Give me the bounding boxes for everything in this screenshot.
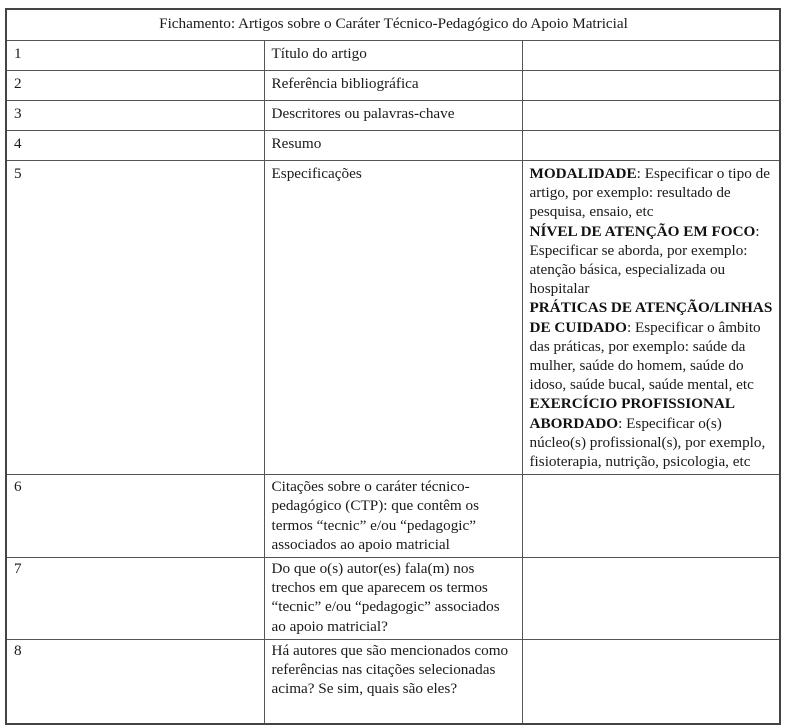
row-content-cell[interactable]	[522, 101, 780, 131]
table-title: Fichamento: Artigos sobre o Caráter Técnico-Pedagógico do Apoio Matricial	[6, 9, 780, 41]
row-content-cell[interactable]	[522, 71, 780, 101]
row-content-cell[interactable]	[522, 639, 780, 724]
spec-text: : Especificar o âmbito das práticas, por exemplo: saúde da mulher, saúde do homem, saúde do idoso, saúde bucal, saúde mental, etc	[529, 318, 761, 394]
spec-praticas-atencao	[530, 298, 774, 394]
table-row	[6, 639, 780, 724]
row-label: Especificações	[264, 161, 522, 475]
spec-text: : Especificar o(s) núcleo(s) profissional(s), por exemplo, fisioterapia, nutrição, psicologia, etc	[529, 414, 766, 471]
row-content-cell[interactable]	[522, 41, 780, 71]
row-label: Há autores que são mencionados como referências nas citações selecionadas acima? Se sim, quais são eles?	[264, 639, 522, 724]
row-number: 7	[6, 558, 264, 640]
table-row	[6, 475, 780, 558]
table-row	[6, 558, 780, 640]
row-number: 5	[6, 161, 264, 475]
table-row	[6, 131, 780, 161]
specifications-cell[interactable]	[522, 161, 780, 475]
spec-heading: NÍVEL DE ATENÇÃO EM FOCO	[529, 222, 756, 240]
row-number: 2	[6, 71, 264, 101]
row-label: Título do artigo	[264, 41, 522, 71]
table-row	[6, 41, 780, 71]
row-number: 8	[6, 639, 264, 724]
row-label: Citações sobre o caráter técnico-pedagógico (CTP): que contêm os termos “tecnic” e/ou “pedagogic” associados ao apoio matricial	[264, 475, 522, 558]
spec-nivel-atencao	[530, 222, 774, 299]
spec-heading: PRÁTICAS DE ATENÇÃO/LINHAS DE CUIDADO	[529, 299, 773, 336]
fichamento-table	[5, 8, 781, 725]
table-row	[6, 71, 780, 101]
spec-modalidade	[530, 164, 774, 222]
row-label: Resumo	[264, 131, 522, 161]
spec-exercicio-profissional	[530, 394, 774, 471]
spec-heading: MODALIDADE	[529, 165, 637, 182]
row-number: 6	[6, 475, 264, 558]
row-content-cell[interactable]	[522, 558, 780, 640]
table-title-row	[6, 9, 780, 41]
spec-text: : Especificar se aborda, por exemplo: atenção básica, especializada ou hospitalar	[529, 222, 760, 298]
row-label: Descritores ou palavras-chave	[264, 101, 522, 131]
fichamento-document	[5, 8, 781, 725]
row-number: 1	[6, 41, 264, 71]
table-row	[6, 101, 780, 131]
row-number: 3	[6, 101, 264, 131]
spec-heading: EXERCÍCIO PROFISSIONAL ABORDADO	[529, 395, 735, 432]
table-row	[6, 161, 780, 475]
spec-text: : Especificar o tipo de artigo, por exemplo: resultado de pesquisa, ensaio, etc	[529, 165, 770, 221]
row-number: 4	[6, 131, 264, 161]
row-label: Do que o(s) autor(es) fala(m) nos trechos em que aparecem os termos “tecnic” e/ou “pedagogic” associados ao apoio matricial?	[264, 558, 522, 640]
row-content-cell[interactable]	[522, 475, 780, 558]
row-content-cell[interactable]	[522, 131, 780, 161]
row-label: Referência bibliográfica	[264, 71, 522, 101]
